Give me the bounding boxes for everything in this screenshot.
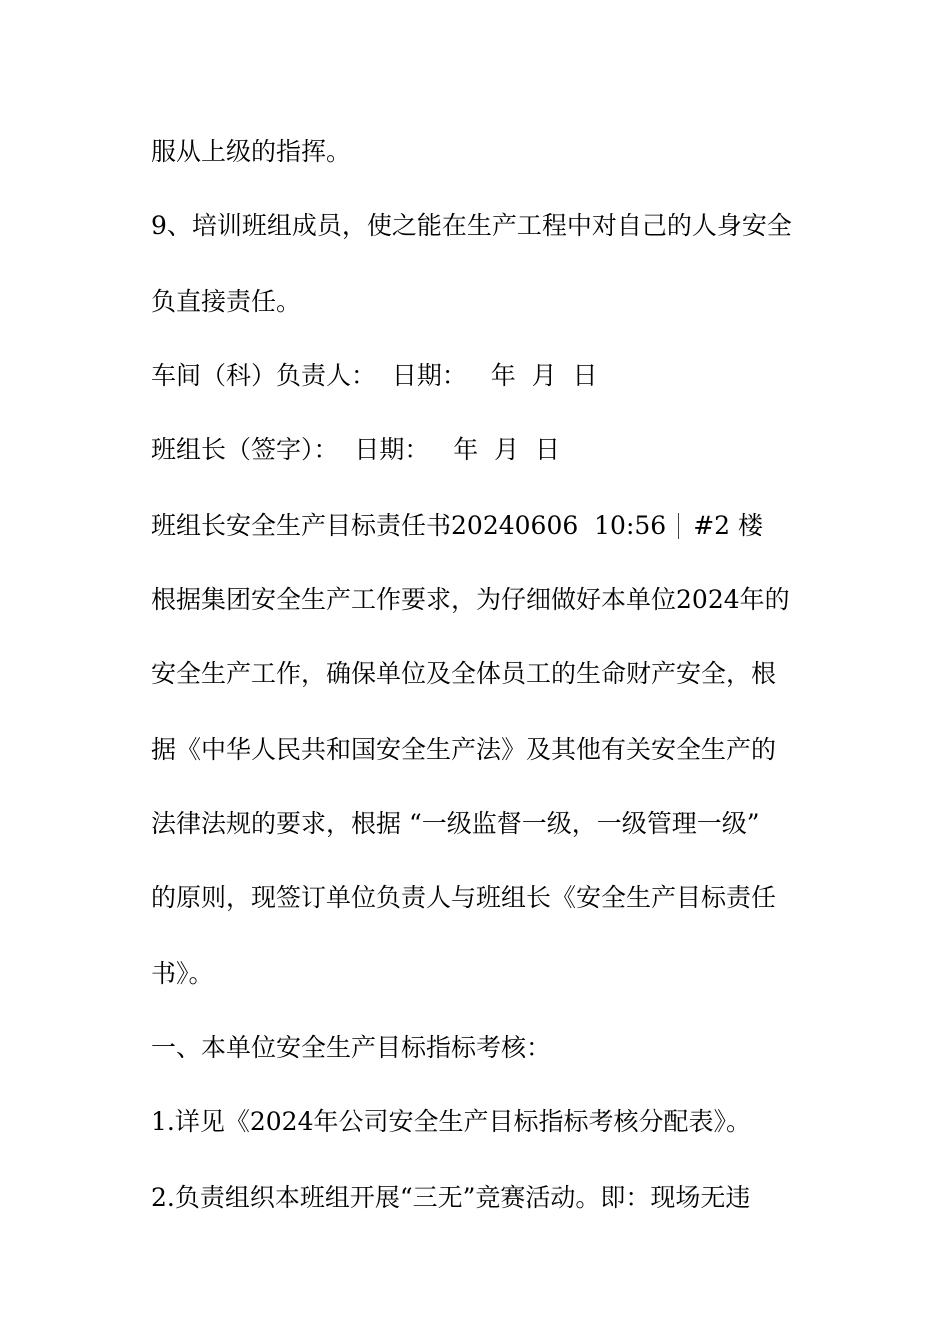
section-heading: 一、本单位安全生产目标指标考核： xyxy=(151,1033,552,1062)
text-line: 安全生产工作，确保单位及全体员工的生命财产安全，根 xyxy=(151,659,777,688)
post-header xyxy=(151,513,763,539)
text-line: 的原则，现签订单位负责人与班组长《安全生产目标责任 xyxy=(151,883,777,912)
text-line: 服从上级的指挥。 xyxy=(151,137,352,166)
post-floor: #2 楼 xyxy=(693,511,764,540)
text-line: 班组长（签字）： 日期： 年 月 日 xyxy=(151,435,561,464)
text-line: 据《中华人民共和国安全生产法》及其他有关安全生产的 xyxy=(151,735,777,764)
text-line: 根据集团安全生产工作要求，为仔细做好本单位2024年的 xyxy=(151,585,790,614)
text-line: 9、培训班组成员，使之能在生产工程中对自己的人身安全 xyxy=(151,211,792,240)
text-line: 法律法规的要求，根据 “一级监督一级，一级管理一级” xyxy=(151,809,760,838)
post-divider xyxy=(678,513,679,539)
text-line: 负直接责任。 xyxy=(151,287,302,316)
post-datetime: 20240606 10:56 xyxy=(451,511,667,540)
post-title: 班组长安全生产目标责任书 xyxy=(151,511,452,540)
list-item: 1.详见《2024年公司安全生产目标指标考核分配表》。 xyxy=(151,1107,751,1136)
text-line: 书》。 xyxy=(151,959,214,988)
text-line: 车间（科）负责人： 日期： 年 月 日 xyxy=(151,361,598,390)
list-item: 2.负责组织本班组开展“三无”竞赛活动。即：现场无违 xyxy=(151,1183,751,1212)
